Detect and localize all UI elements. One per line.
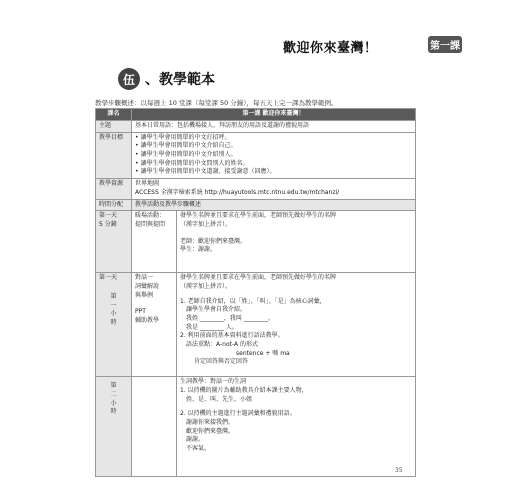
table-header-row xyxy=(96,109,416,121)
day2-content xyxy=(177,377,416,477)
day1b-label: 第一天 xyxy=(99,274,118,282)
vertical-char: 小 xyxy=(110,310,117,318)
activity-line: 對話一 xyxy=(135,274,154,282)
activity-line: PPT xyxy=(135,308,146,316)
table-row xyxy=(96,179,416,199)
time-value: 教學活動及教學步驟概述 xyxy=(132,199,416,211)
page-number: 35 xyxy=(395,467,403,474)
topic-value: 基本日常用語：包括機場接人、拜訪朋友的用語及道謝的禮貌用語 xyxy=(132,121,416,133)
content-line: 讓學生學會自我介紹。 xyxy=(186,306,247,314)
day1-minutes: 5 分鐘 xyxy=(99,220,117,228)
table-row xyxy=(96,132,416,178)
content-line: 老師：歡迎你們來臺灣。 xyxy=(180,237,247,245)
day1-activity xyxy=(132,211,177,273)
header-lesson-label: 課名 xyxy=(96,109,132,121)
content-line: 歡迎你們來臺灣。 xyxy=(186,427,235,435)
chapter-badge: 第一課 xyxy=(428,36,462,53)
goal-item: • 讓學生學會用簡單的中文問別人的姓名。 xyxy=(135,160,412,169)
activity-line: 詞彙解說 xyxy=(135,282,160,290)
goal-item: • 讓學生學會用簡單的中文打招呼。 xyxy=(135,134,412,143)
content-line: 姓、是、叫、先生、小姐 xyxy=(186,395,253,403)
intro-text: 教學步驟概述：以每週上 10 堂課（每堂課 50 分鐘），每五天上完一課為教學範例。 xyxy=(95,99,338,107)
activity-line: 輔助教學 xyxy=(135,316,160,324)
content-line: 1. 以持機的圖片為輔助教具介紹本課主要人物， xyxy=(180,386,308,394)
content-line: 生詞教學：對話一的生詞 xyxy=(180,378,247,386)
vertical-char: 第 xyxy=(110,382,117,390)
content-line: 肯定回答與否定回答 xyxy=(194,358,249,366)
spacer xyxy=(99,283,128,293)
vertical-char: 一 xyxy=(110,301,117,309)
table-row xyxy=(96,377,416,477)
resource-item: ACCESS 全漢字檢索系統 http://huayutools.mtc.ntnu.edu.tw/mtchanzi/ xyxy=(135,188,340,196)
table-row xyxy=(96,211,416,273)
vertical-char: 小 xyxy=(110,399,117,407)
content-line: （漢字加上拼音）。 xyxy=(180,282,232,290)
content-line: 發學生名牌並且要求在學生前面，老師預先做好學生的名牌 xyxy=(180,274,337,282)
vertical-char: 二 xyxy=(110,390,117,398)
header-lesson-title: 第一課 歡迎你來臺灣！ xyxy=(132,109,416,121)
vertical-char: 時 xyxy=(110,408,117,416)
content-line: 謝謝。 xyxy=(186,436,205,444)
table-row xyxy=(96,121,416,133)
content-line: 謝謝你來接我們。 xyxy=(186,418,235,426)
time-label: 時間分配 xyxy=(96,199,132,211)
activity-line: 暖場活動： xyxy=(135,212,166,220)
section-number-badge: 伍 xyxy=(118,68,140,90)
day1-content xyxy=(177,211,416,273)
day1b-content xyxy=(177,273,416,377)
content-line: 語法重點：A-not-A 的形式 xyxy=(186,341,259,348)
resources-cell xyxy=(132,179,416,199)
spacer xyxy=(135,300,173,308)
lesson-plan-table xyxy=(95,108,416,477)
day1-label: 第一天 xyxy=(99,212,118,220)
content-line: 2. 以持機的主題進行主題詞彙和禮貌用語。 xyxy=(180,410,296,418)
day1b-activity xyxy=(132,273,177,377)
header-title: 歡迎你來臺灣！ xyxy=(283,41,378,56)
day2-activity xyxy=(132,377,177,477)
content-line: 1. 老師自我介紹，以「姓」、「叫」、「是」為核心詞彙， xyxy=(180,297,326,305)
content-line: 發學生名牌並且要求在學生前面，老師預先做好學生的名牌 xyxy=(180,212,337,220)
content-line: 我姓 ________，我叫 ________。 xyxy=(186,314,274,322)
spacer xyxy=(180,230,412,238)
content-line: sentence + 嗎 ma xyxy=(236,349,290,357)
day2-label-cell xyxy=(96,377,132,477)
goal-item: • 讓學生學會用簡單的中文道謝、接受謝意（回應）。 xyxy=(135,168,412,177)
goals-label: 教學目標 xyxy=(96,132,132,178)
day1-label-cell xyxy=(96,211,132,273)
resources-label: 教學資源 xyxy=(96,179,132,199)
topic-label: 主題 xyxy=(96,121,132,133)
day1b-label-cell xyxy=(96,273,132,377)
goal-item: • 讓學生學會用簡單的中文介紹別人。 xyxy=(135,151,412,160)
goals-cell xyxy=(132,132,416,178)
activity-line: 提問與提問 xyxy=(135,220,166,228)
section-title: 、教學範本 xyxy=(145,72,215,88)
vertical-char: 第 xyxy=(110,292,117,300)
goal-item: • 讓學生學會用簡單的中文介紹自己。 xyxy=(135,142,412,151)
resource-item: 世界地圖 xyxy=(135,180,160,188)
content-line: （漢字加上拼音）。 xyxy=(180,220,232,228)
activity-line: 與舉例 xyxy=(135,291,154,299)
content-line: 學生：謝謝。 xyxy=(180,246,217,254)
content-line: 不客氣。 xyxy=(186,445,211,452)
vertical-char: 時 xyxy=(110,318,117,326)
content-line: 我是 ________ 人。 xyxy=(186,323,238,331)
content-line: 2. 利用前面的基本資料進行語法教學。 xyxy=(180,332,284,340)
table-row xyxy=(96,199,416,211)
table-row xyxy=(96,273,416,377)
